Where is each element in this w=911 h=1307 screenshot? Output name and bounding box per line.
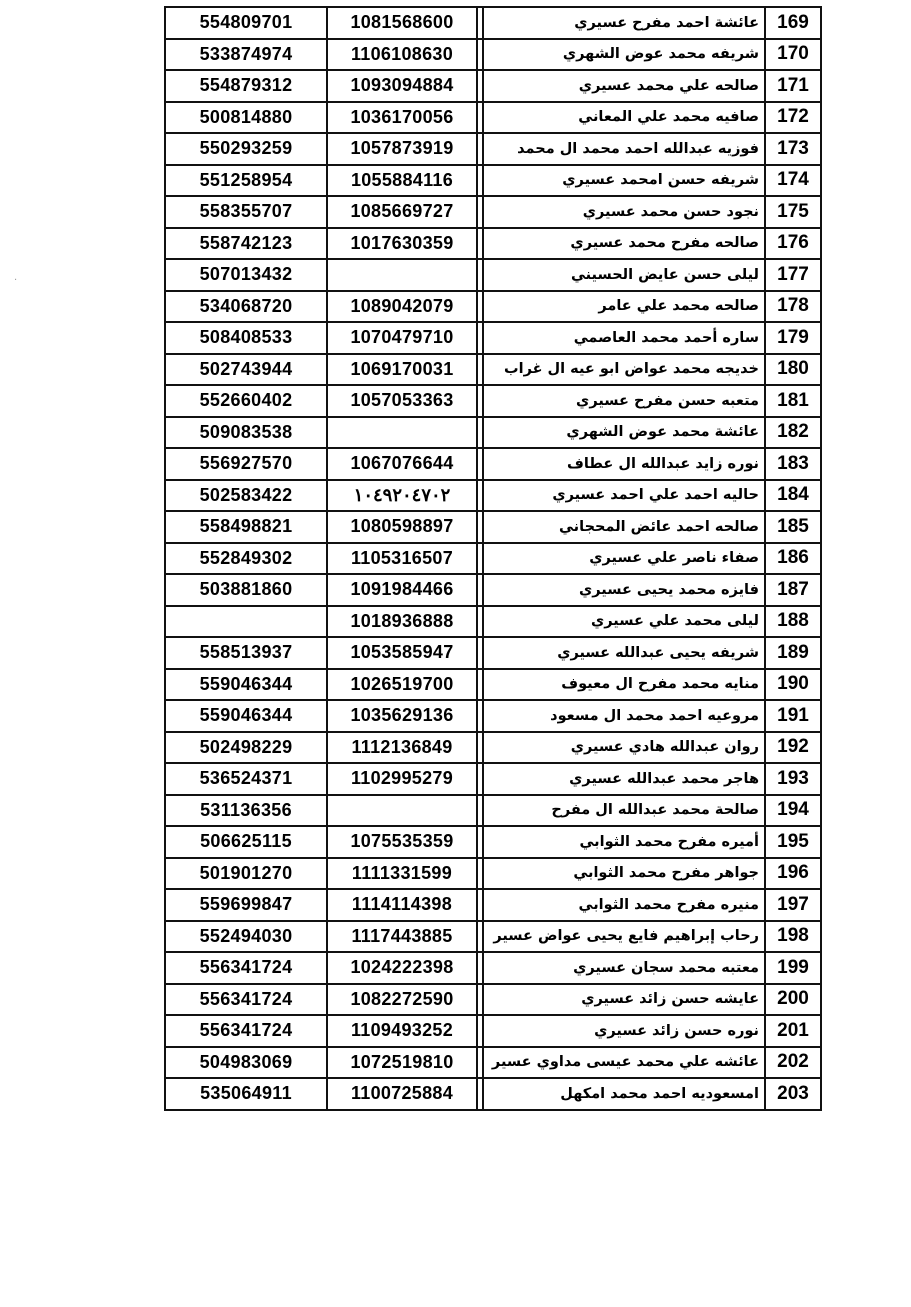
phone-cell: 556927570 <box>165 448 327 480</box>
id-number-cell: 1053585947 <box>327 637 477 669</box>
phone-cell: 502743944 <box>165 354 327 386</box>
id-number-cell: 1102995279 <box>327 763 477 795</box>
row-number-cell: 172 <box>765 102 821 134</box>
row-number-cell: 184 <box>765 480 821 512</box>
id-number-cell: 1035629136 <box>327 700 477 732</box>
row-number-cell: 176 <box>765 228 821 260</box>
name-cell: مروعيه احمد محمد ال مسعود <box>483 700 765 732</box>
phone-cell: 556341724 <box>165 952 327 984</box>
name-cell: روان عبدالله هادي عسيري <box>483 732 765 764</box>
name-cell: منيره مفرح محمد الثوابي <box>483 889 765 921</box>
row-number-cell: 197 <box>765 889 821 921</box>
name-cell: عايشه حسن زائد عسيري <box>483 984 765 1016</box>
roster-table <box>164 6 822 1111</box>
table-row <box>165 606 821 638</box>
phone-cell: 552494030 <box>165 921 327 953</box>
name-cell: صالحه علي محمد عسيري <box>483 70 765 102</box>
name-cell: امسعوديه احمد محمد امكهل <box>483 1078 765 1110</box>
name-cell: هاجر محمد عبدالله عسيري <box>483 763 765 795</box>
name-cell: معتبه محمد سجان عسيري <box>483 952 765 984</box>
row-number-cell: 174 <box>765 165 821 197</box>
phone-cell: 559046344 <box>165 669 327 701</box>
row-number-cell: 189 <box>765 637 821 669</box>
table-row <box>165 417 821 449</box>
id-number-cell: 1017630359 <box>327 228 477 260</box>
phone-cell: 552849302 <box>165 543 327 575</box>
name-cell: فوزيه عبدالله احمد محمد ال محمد <box>483 133 765 165</box>
name-cell: صالحه مفرح محمد عسيري <box>483 228 765 260</box>
id-number-cell <box>327 795 477 827</box>
name-cell: حاليه احمد علي احمد عسيري <box>483 480 765 512</box>
table-row <box>165 322 821 354</box>
table-row <box>165 669 821 701</box>
table-row <box>165 732 821 764</box>
id-number-cell: 1024222398 <box>327 952 477 984</box>
phone-cell: 558742123 <box>165 228 327 260</box>
id-number-cell: 1081568600 <box>327 7 477 39</box>
name-cell: عائشة محمد عوض الشهري <box>483 417 765 449</box>
name-cell: نجود حسن محمد عسيري <box>483 196 765 228</box>
id-number-cell: 1100725884 <box>327 1078 477 1110</box>
row-number-cell: 199 <box>765 952 821 984</box>
phone-cell: 501901270 <box>165 858 327 890</box>
row-number-cell: 196 <box>765 858 821 890</box>
row-number-cell: 178 <box>765 291 821 323</box>
table-row <box>165 39 821 71</box>
id-number-cell: 1057053363 <box>327 385 477 417</box>
table-row <box>165 354 821 386</box>
name-cell: شريفه حسن امحمد عسيري <box>483 165 765 197</box>
row-number-cell: 202 <box>765 1047 821 1079</box>
name-cell: منايه محمد مفرح ال معيوف <box>483 669 765 701</box>
row-number-cell: 190 <box>765 669 821 701</box>
phone-cell: 509083538 <box>165 417 327 449</box>
phone-cell: 551258954 <box>165 165 327 197</box>
phone-cell: 550293259 <box>165 133 327 165</box>
phone-cell: 503881860 <box>165 574 327 606</box>
table-row <box>165 700 821 732</box>
id-number-cell: 1091984466 <box>327 574 477 606</box>
name-cell: صالحه محمد علي عامر <box>483 291 765 323</box>
id-number-cell: 1036170056 <box>327 102 477 134</box>
name-cell: أميره مفرح محمد الثوابي <box>483 826 765 858</box>
row-number-cell: 170 <box>765 39 821 71</box>
name-cell: صالحة محمد عبدالله ال مفرح <box>483 795 765 827</box>
table-row <box>165 480 821 512</box>
row-number-cell: 200 <box>765 984 821 1016</box>
row-number-cell: 192 <box>765 732 821 764</box>
table-row <box>165 70 821 102</box>
id-number-cell: 1080598897 <box>327 511 477 543</box>
row-number-cell: 198 <box>765 921 821 953</box>
phone-cell: 536524371 <box>165 763 327 795</box>
roster-table-body <box>165 7 821 1110</box>
row-number-cell: 182 <box>765 417 821 449</box>
id-number-cell: 1111331599 <box>327 858 477 890</box>
table-row <box>165 385 821 417</box>
name-cell: صافيه محمد علي المعاني <box>483 102 765 134</box>
row-number-cell: 183 <box>765 448 821 480</box>
id-number-cell: 1106108630 <box>327 39 477 71</box>
phone-cell: 502498229 <box>165 732 327 764</box>
phone-cell: 534068720 <box>165 291 327 323</box>
id-number-cell: 1069170031 <box>327 354 477 386</box>
row-number-cell: 186 <box>765 543 821 575</box>
phone-cell: 531136356 <box>165 795 327 827</box>
row-number-cell: 187 <box>765 574 821 606</box>
row-number-cell: 191 <box>765 700 821 732</box>
name-cell: ليلى حسن عايض الحسيني <box>483 259 765 291</box>
table-row <box>165 543 821 575</box>
phone-cell: 507013432 <box>165 259 327 291</box>
id-number-cell: 1072519810 <box>327 1047 477 1079</box>
row-number-cell: 185 <box>765 511 821 543</box>
name-cell: صالحه احمد عائض المحجاني <box>483 511 765 543</box>
row-number-cell: 195 <box>765 826 821 858</box>
id-number-cell: 1057873919 <box>327 133 477 165</box>
table-row <box>165 1015 821 1047</box>
phone-cell: 554879312 <box>165 70 327 102</box>
id-number-cell: 1070479710 <box>327 322 477 354</box>
id-number-cell: 1075535359 <box>327 826 477 858</box>
name-cell: رحاب إبراهيم فايع يحيى عواض عسير <box>483 921 765 953</box>
table-row <box>165 826 821 858</box>
id-number-cell: 1055884116 <box>327 165 477 197</box>
row-number-cell: 201 <box>765 1015 821 1047</box>
id-number-cell <box>327 259 477 291</box>
stray-mark: . <box>14 272 18 283</box>
phone-cell: 558498821 <box>165 511 327 543</box>
table-row <box>165 763 821 795</box>
table-row <box>165 889 821 921</box>
name-cell: خديجه محمد عواض ابو عيه ال غراب <box>483 354 765 386</box>
phone-cell: 504983069 <box>165 1047 327 1079</box>
phone-cell: 558355707 <box>165 196 327 228</box>
table-row <box>165 196 821 228</box>
row-number-cell: 179 <box>765 322 821 354</box>
table-row <box>165 291 821 323</box>
name-cell: عائشه علي محمد عيسى مداوي عسير <box>483 1047 765 1079</box>
row-number-cell: 169 <box>765 7 821 39</box>
table-row <box>165 637 821 669</box>
row-number-cell: 194 <box>765 795 821 827</box>
id-number-cell: 1085669727 <box>327 196 477 228</box>
name-cell: شريفه يحيى عبدالله عسيري <box>483 637 765 669</box>
row-number-cell: 171 <box>765 70 821 102</box>
id-number-cell: 1117443885 <box>327 921 477 953</box>
name-cell: شريفه محمد عوض الشهري <box>483 39 765 71</box>
id-number-cell: 1093094884 <box>327 70 477 102</box>
table-row <box>165 259 821 291</box>
phone-cell: 500814880 <box>165 102 327 134</box>
table-row <box>165 574 821 606</box>
phone-cell: 506625115 <box>165 826 327 858</box>
table-row <box>165 1078 821 1110</box>
phone-cell: 502583422 <box>165 480 327 512</box>
name-cell: نوره زايد عبدالله ال عطاف <box>483 448 765 480</box>
phone-cell: 558513937 <box>165 637 327 669</box>
name-cell: عائشة احمد مفرح عسيري <box>483 7 765 39</box>
name-cell: جواهر مفرح محمد الثوابي <box>483 858 765 890</box>
row-number-cell: 180 <box>765 354 821 386</box>
table-row <box>165 858 821 890</box>
table-row <box>165 984 821 1016</box>
id-number-cell: 1082272590 <box>327 984 477 1016</box>
id-number-cell: 1067076644 <box>327 448 477 480</box>
row-number-cell: 175 <box>765 196 821 228</box>
row-number-cell: 203 <box>765 1078 821 1110</box>
id-number-cell <box>327 417 477 449</box>
table-row <box>165 228 821 260</box>
table-row <box>165 102 821 134</box>
name-cell: نوره حسن زائد عسيري <box>483 1015 765 1047</box>
row-number-cell: 193 <box>765 763 821 795</box>
table-row <box>165 165 821 197</box>
id-number-cell: 1114114398 <box>327 889 477 921</box>
table-row <box>165 133 821 165</box>
row-number-cell: 188 <box>765 606 821 638</box>
phone-cell <box>165 606 327 638</box>
table-row <box>165 795 821 827</box>
table-row <box>165 448 821 480</box>
phone-cell: 554809701 <box>165 7 327 39</box>
table-row <box>165 921 821 953</box>
table-row <box>165 7 821 39</box>
name-cell: متعبه حسن مفرح عسيري <box>483 385 765 417</box>
name-cell: ساره أحمد محمد العاصمي <box>483 322 765 354</box>
name-cell: صفاء ناصر علي عسيري <box>483 543 765 575</box>
id-number-cell: 1109493252 <box>327 1015 477 1047</box>
name-cell: فايزه محمد يحيى عسيري <box>483 574 765 606</box>
row-number-cell: 173 <box>765 133 821 165</box>
phone-cell: 508408533 <box>165 322 327 354</box>
row-number-cell: 181 <box>765 385 821 417</box>
table-row <box>165 952 821 984</box>
id-number-cell: 1026519700 <box>327 669 477 701</box>
phone-cell: 556341724 <box>165 1015 327 1047</box>
phone-cell: 535064911 <box>165 1078 327 1110</box>
id-number-cell: 1105316507 <box>327 543 477 575</box>
table-row <box>165 511 821 543</box>
phone-cell: 559046344 <box>165 700 327 732</box>
id-number-cell: ١٠٤٩٢٠٤٧٠٢ <box>327 480 477 512</box>
id-number-cell: 1112136849 <box>327 732 477 764</box>
phone-cell: 533874974 <box>165 39 327 71</box>
phone-cell: 556341724 <box>165 984 327 1016</box>
row-number-cell: 177 <box>765 259 821 291</box>
id-number-cell: 1089042079 <box>327 291 477 323</box>
phone-cell: 559699847 <box>165 889 327 921</box>
id-number-cell: 1018936888 <box>327 606 477 638</box>
table-row <box>165 1047 821 1079</box>
name-cell: ليلى محمد علي عسيري <box>483 606 765 638</box>
phone-cell: 552660402 <box>165 385 327 417</box>
